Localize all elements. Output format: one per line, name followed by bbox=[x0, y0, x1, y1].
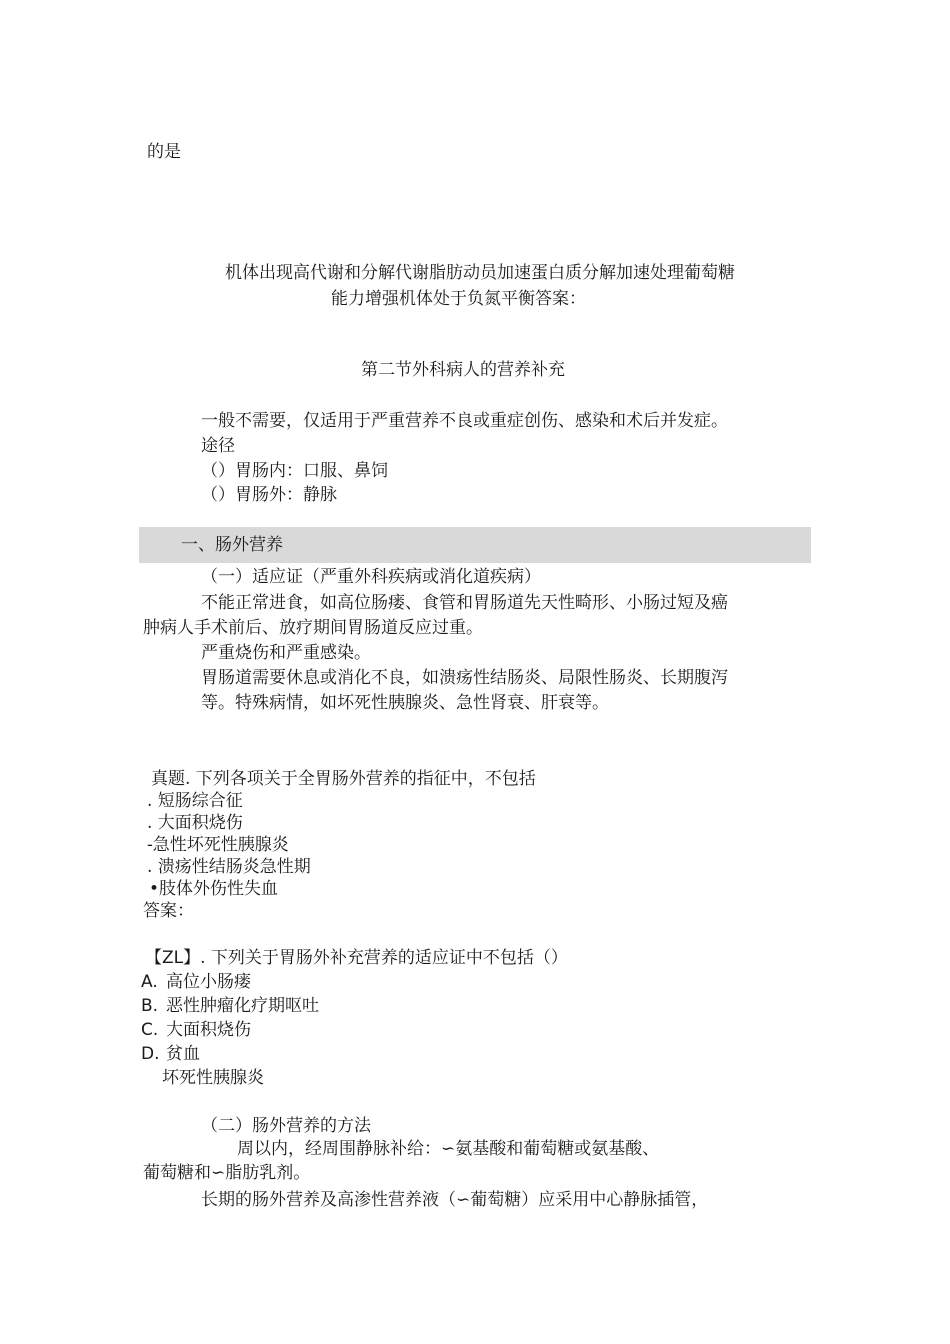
question2-tag: 【ZL】 bbox=[145, 948, 201, 968]
intro-line-2: 能力增强机体处于负氮平衡答案： bbox=[331, 289, 586, 309]
option-letter: D. bbox=[141, 1044, 160, 1064]
route-enteral: （）胃肠内：口服、鼻饲 bbox=[201, 461, 388, 481]
question1-option: . 短肠综合征 bbox=[147, 791, 243, 811]
question1-option: . 大面积烧伤 bbox=[147, 813, 243, 833]
question2-option-d bbox=[141, 1043, 200, 1065]
option-letter: A. bbox=[141, 972, 158, 992]
intro-line-1: 机体出现高代谢和分解代谢脂肪动员加速蛋白质分解加速处理葡萄糖 bbox=[225, 263, 735, 283]
route-parenteral: （）胃肠外：静脉 bbox=[201, 485, 337, 505]
option-text: 贫血 bbox=[166, 1044, 200, 1064]
top-fragment: 的是 bbox=[147, 142, 181, 162]
option-text: 高位小肠瘘 bbox=[166, 972, 251, 992]
section-title: 第二节外科病人的营养补充 bbox=[361, 360, 565, 380]
question1-option: -急性坏死性胰腺炎 bbox=[147, 835, 289, 855]
methods-line-2: 葡萄糖和∽脂肪乳剂。 bbox=[143, 1163, 311, 1183]
question2-stem bbox=[145, 947, 568, 969]
question1-answer-label: 答案： bbox=[143, 901, 194, 921]
question1-option: . 溃疡性结肠炎急性期 bbox=[147, 857, 311, 877]
methods-line-3: 长期的肠外营养及高渗性营养液（∽葡萄糖）应采用中心静脉插管， bbox=[201, 1190, 709, 1210]
question2-option-b bbox=[141, 995, 319, 1017]
section-heading-band bbox=[139, 527, 811, 563]
overview-line-1: 一般不需要，仅适用于严重营养不良或重症创伤、感染和术后并发症。 bbox=[201, 411, 728, 431]
option-letter: B. bbox=[141, 996, 159, 1016]
overview-line-2: 途径 bbox=[201, 436, 235, 456]
option-letter: C. bbox=[141, 1020, 159, 1040]
question2-option-a bbox=[141, 971, 251, 993]
question2-stem-text: . 下列关于胃肠外补充营养的适应证中不包括（） bbox=[200, 948, 568, 968]
methods-line-1: 周以内，经周围静脉补给：∽氨基酸和葡萄糖或氨基酸、 bbox=[237, 1139, 660, 1159]
indication-p1-line1: 不能正常进食，如高位肠瘘、食管和胃肠道先天性畸形、小肠过短及癌 bbox=[201, 593, 728, 613]
option-text: 恶性肿瘤化疗期呕吐 bbox=[166, 996, 319, 1016]
option-text: 大面积烧伤 bbox=[166, 1020, 251, 1040]
indication-p1-line2: 肿病人手术前后、放疗期间胃肠道反应过重。 bbox=[143, 618, 483, 638]
indication-p2: 严重烧伤和严重感染。 bbox=[201, 643, 371, 663]
indication-p3-line1: 胃肠道需要休息或消化不良，如溃疡性结肠炎、局限性肠炎、长期腹泻 bbox=[201, 668, 728, 688]
indications-heading: （一）适应证（严重外科疾病或消化道疾病） bbox=[201, 567, 541, 587]
parenteral-heading: 一、肠外营养 bbox=[181, 535, 283, 555]
methods-heading: （二）肠外营养的方法 bbox=[201, 1116, 371, 1136]
question1-stem: 真题. 下列各项关于全胃肠外营养的指征中，不包括 bbox=[151, 769, 536, 789]
question2-option-e: 坏死性胰腺炎 bbox=[162, 1068, 264, 1088]
question1-option: •肢体外伤性失血 bbox=[149, 879, 279, 899]
indication-p3-line2: 等。特殊病情，如坏死性胰腺炎、急性肾衰、肝衰等。 bbox=[201, 693, 609, 713]
question2-option-c bbox=[141, 1019, 251, 1041]
